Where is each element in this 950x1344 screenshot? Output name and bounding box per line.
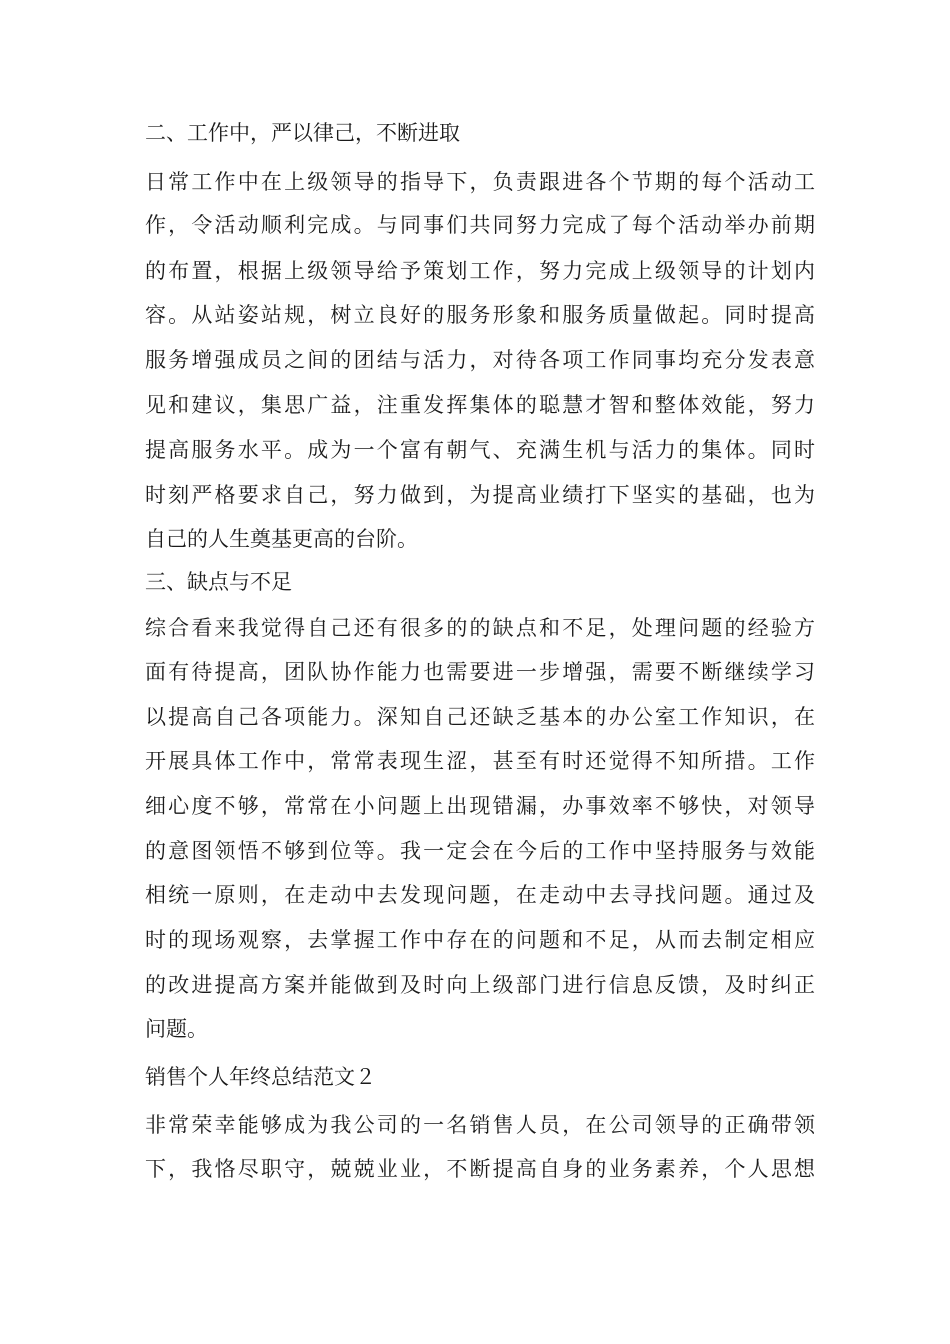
paragraph-line: 问题。	[145, 1017, 208, 1041]
paragraph-line: 的改进提高方案并能做到及时向上级部门进行信息反馈，及时纠正	[145, 973, 815, 997]
paragraph-line: 时刻严格要求自己，努力做到，为提高业绩打下坚实的基础，也为	[145, 483, 815, 507]
paragraph-line: 非常荣幸能够成为我公司的一名销售人员，在公司领导的正确带领	[145, 1113, 815, 1137]
article-title: 销售个人年终总结范文２	[145, 1065, 376, 1089]
paragraph-line: 提高服务水平。成为一个富有朝气、充满生机与活力的集体。同时	[145, 438, 815, 462]
paragraph-line: 细心度不够，常常在小问题上出现错漏，办事效率不够快，对领导	[145, 794, 815, 818]
paragraph-line: 以提高自己各项能力。深知自己还缺乏基本的办公室工作知识，在	[145, 705, 815, 729]
paragraph-line: 综合看来我觉得自己还有很多的的缺点和不足，处理问题的经验方	[145, 616, 815, 640]
paragraph-line: 相统一原则，在走动中去发现问题，在走动中去寻找问题。通过及	[145, 883, 815, 907]
paragraph-line: 开展具体工作中，常常表现生涩，甚至有时还觉得不知所措。工作	[145, 749, 815, 773]
paragraph-line: 下，我恪尽职守，兢兢业业，不断提高自身的业务素养，个人思想	[145, 1157, 815, 1181]
paragraph-line: 见和建议，集思广益，注重发挥集体的聪慧才智和整体效能，努力	[145, 393, 815, 417]
section-heading: 二、工作中，严以律己，不断进取	[145, 121, 460, 145]
paragraph-line: 的布置，根据上级领导给予策划工作，努力完成上级领导的计划内	[145, 259, 815, 283]
paragraph-line: 服务增强成员之间的团结与活力，对待各项工作同事均充分发表意	[145, 348, 815, 372]
paragraph-line: 的意图领悟不够到位等。我一定会在今后的工作中坚持服务与效能	[145, 839, 815, 863]
paragraph-line: 自己的人生奠基更高的台阶。	[145, 527, 418, 551]
section-heading: 三、缺点与不足	[145, 570, 292, 594]
paragraph-line: 作，令活动顺利完成。与同事们共同努力完成了每个活动举办前期	[145, 213, 815, 237]
paragraph-line: 容。从站姿站规，树立良好的服务形象和服务质量做起。同时提高	[145, 303, 815, 327]
paragraph-line: 日常工作中在上级领导的指导下，负责跟进各个节期的每个活动工	[145, 170, 815, 194]
paragraph-line: 时的现场观察，去掌握工作中存在的问题和不足，从而去制定相应	[145, 928, 815, 952]
paragraph-line: 面有待提高，团队协作能力也需要进一步增强，需要不断继续学习	[145, 660, 815, 684]
